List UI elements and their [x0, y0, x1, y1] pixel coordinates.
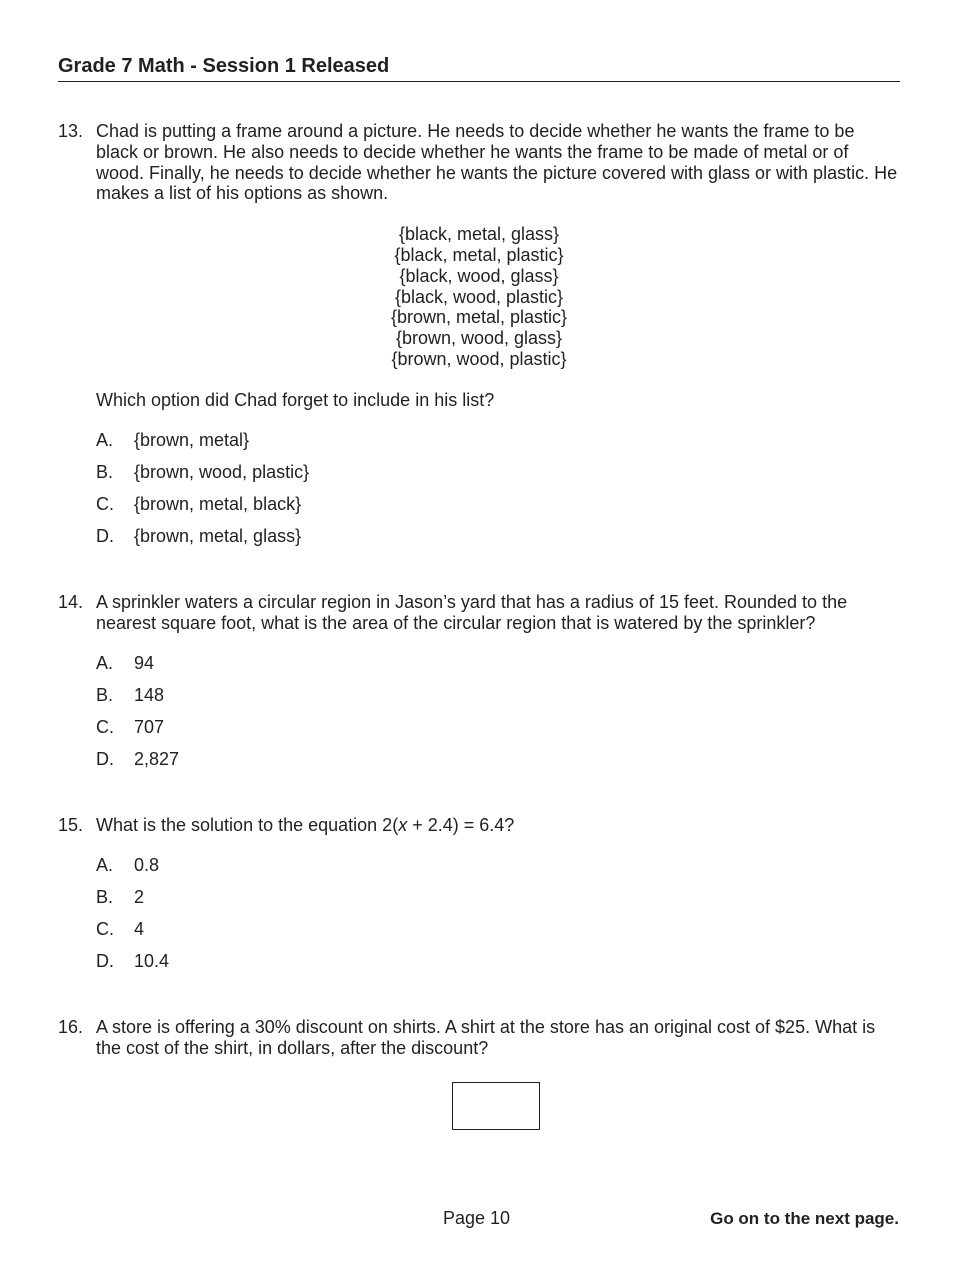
- option-list: [96, 224, 862, 370]
- question-stem: [96, 815, 900, 836]
- choice-text: 94: [134, 652, 155, 673]
- choice-d[interactable]: [96, 951, 900, 983]
- question-number: 16.: [58, 1017, 84, 1037]
- choice-c[interactable]: [96, 494, 900, 526]
- question-number: 15.: [58, 815, 84, 835]
- choice-text: 2: [134, 886, 145, 907]
- choice-d[interactable]: [96, 749, 900, 781]
- choice-c[interactable]: [96, 919, 900, 951]
- choice-letter: B.: [96, 684, 114, 705]
- choice-b[interactable]: [96, 462, 900, 494]
- option-list-item: {black, wood, plastic}: [394, 286, 564, 307]
- question-number: 14.: [58, 592, 84, 612]
- choice-letter: A.: [96, 652, 114, 673]
- choice-letter: B.: [96, 461, 114, 482]
- choice-a[interactable]: [96, 855, 900, 887]
- choice-text: 2,827: [134, 748, 180, 769]
- question-stem: Chad is putting a frame around a picture. He needs to decide whether he wants the frame to be black or brown. He also needs to decide whether he wants the frame to be made of metal or of wood. Finally, he needs to decide whether he wants the picture covered with glass or with plastic. He makes a list of his options as shown.: [96, 121, 898, 204]
- choice-a[interactable]: [96, 653, 900, 685]
- choice-letter: D.: [96, 950, 114, 971]
- choice-letter: D.: [96, 748, 114, 769]
- option-list-item: {brown, wood, glass}: [395, 328, 563, 349]
- option-list-item: {black, metal, plastic}: [394, 244, 564, 265]
- question-prompt: Which option did Chad forget to include in his list?: [96, 389, 495, 410]
- choice-text: 4: [134, 918, 145, 939]
- option-list-item: {black, wood, glass}: [399, 265, 559, 286]
- question-stem: A store is offering a 30% discount on shirts. A shirt at the store has an original cost of $25. What is the cost of the shirt, in dollars, after the discount?: [96, 1017, 876, 1058]
- choice-c[interactable]: [96, 717, 900, 749]
- equation-variable: x: [398, 815, 408, 835]
- choice-letter: C.: [96, 493, 114, 514]
- choice-b[interactable]: [96, 685, 900, 717]
- choice-text: 10.4: [134, 950, 170, 971]
- choice-text: {brown, metal}: [134, 429, 250, 450]
- choice-text: 148: [134, 684, 165, 705]
- choice-a[interactable]: [96, 430, 900, 462]
- choice-b[interactable]: [96, 887, 900, 919]
- next-page-notice: Go on to the next page.: [710, 1209, 899, 1228]
- choice-letter: D.: [96, 525, 114, 546]
- question-14: [58, 592, 900, 781]
- choice-text: {brown, metal, glass}: [134, 525, 302, 546]
- option-list-item: {black, metal, glass}: [398, 224, 560, 245]
- page-number: Page 10: [443, 1208, 511, 1228]
- answer-choices: [96, 855, 900, 983]
- answer-choices: [96, 430, 900, 558]
- choice-text: 707: [134, 716, 165, 737]
- choice-letter: A.: [96, 854, 114, 875]
- choice-text: {brown, wood, plastic}: [134, 461, 310, 482]
- page-title: Grade 7 Math - Session 1 Released: [58, 55, 390, 77]
- answer-choices: [96, 653, 900, 781]
- question-16: [58, 1017, 900, 1059]
- question-number: 13.: [58, 121, 84, 141]
- choice-letter: A.: [96, 429, 114, 450]
- answer-input-box[interactable]: [452, 1082, 540, 1130]
- choice-d[interactable]: [96, 526, 900, 558]
- choice-text: 0.8: [134, 854, 160, 875]
- question-stem: A sprinkler waters a circular region in Jason’s yard that has a radius of 15 feet. Rounded to the nearest square foot, what is the area of the circular region that is watered by the sprinkler?: [96, 592, 848, 633]
- page-header: [58, 54, 900, 82]
- question-stem-part: What is the solution to the equation 2(: [96, 815, 399, 835]
- option-list-item: {brown, wood, plastic}: [391, 348, 567, 369]
- question-15: [58, 815, 900, 983]
- choice-letter: C.: [96, 716, 114, 737]
- question-stem-part: + 2.4) = 6.4?: [407, 815, 515, 835]
- question-13: [58, 121, 900, 558]
- choice-letter: B.: [96, 886, 114, 907]
- choice-letter: C.: [96, 918, 114, 939]
- option-list-item: {brown, metal, plastic}: [390, 307, 568, 328]
- choice-text: {brown, metal, black}: [134, 493, 302, 514]
